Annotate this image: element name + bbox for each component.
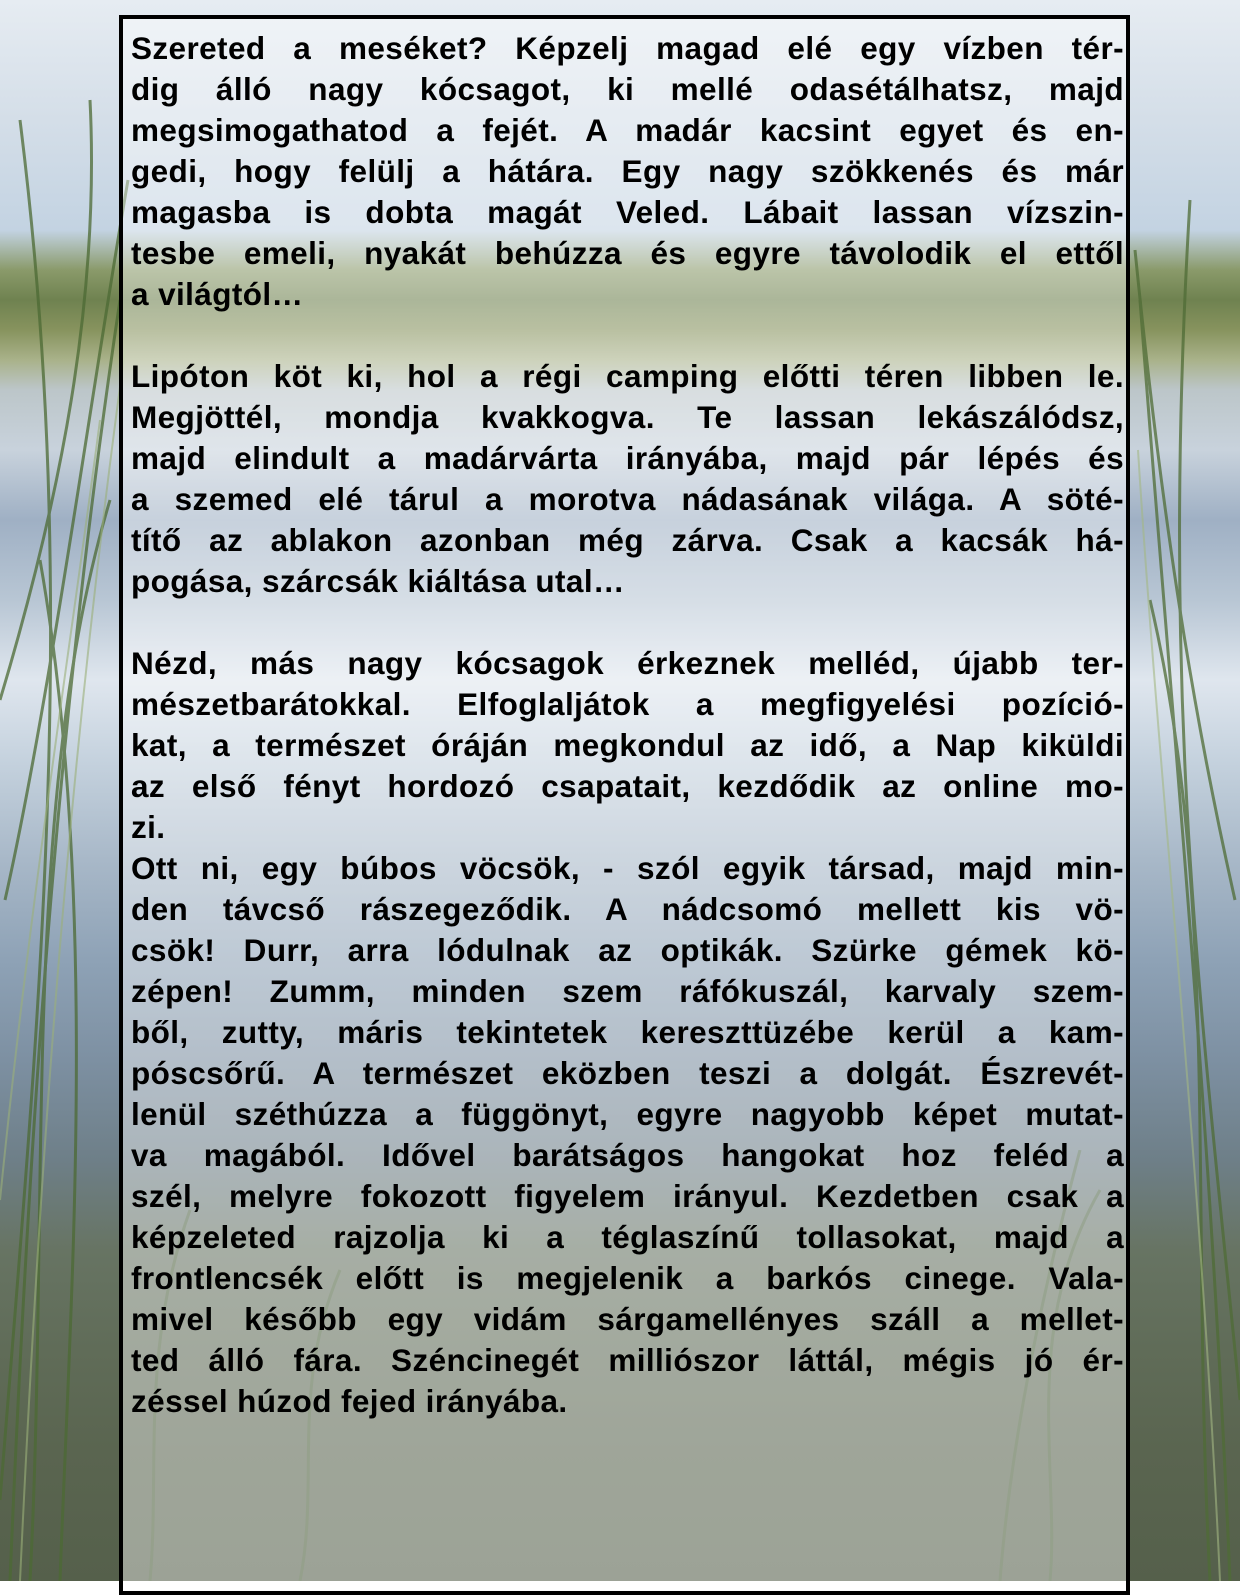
text-line: va magából. Idővel barátságos hangokat hoz feléd a [131,1137,1124,1173]
text-line: frontlencsék előtt is megjelenik a barkós cinege. Vala- [131,1260,1124,1296]
text-line: mivel később egy vidám sárgamellényes száll a mellet- [131,1301,1124,1337]
paragraph-2 [131,356,1124,602]
text-line: lenül széthúzza a függönyt, egyre nagyobb képet mutat- [131,1096,1124,1132]
text-line: csök! Durr, arra lódulnak az optikák. Szürke gémek kö- [131,932,1124,968]
text-line: títő az ablakon azonban még zárva. Csak a kacsák há- [131,522,1124,558]
text-line: den távcső rászegeződik. A nádcsomó mellett kis vö- [131,891,1124,927]
story-text [131,28,1124,1422]
text-line: magasba is dobta magát Veled. Lábait lassan vízszin- [131,194,1124,230]
text-line: pogása, szárcsák kiáltása utal… [131,563,625,599]
text-line: Nézd, más nagy kócsagok érkeznek melléd, újabb ter- [131,645,1124,681]
text-line: Lipóton köt ki, hol a régi camping előtti téren libben le. [131,358,1124,394]
text-line: zépen! Zumm, minden szem ráfókuszál, karvaly szem- [131,973,1124,1009]
text-line: dig álló nagy kócsagot, ki mellé odasétálhatsz, majd [131,71,1124,107]
text-line: Megjöttél, mondja kvakkogva. Te lassan lekászálódsz, [131,399,1124,435]
text-line: zéssel húzod fejed irányába. [131,1383,568,1419]
text-line: az első fényt hordozó csapatait, kezdődik az online mo- [131,768,1124,804]
text-line: mészetbarátokkal. Elfoglaljátok a megfigyelési pozíció- [131,686,1124,722]
text-line: zi. [131,809,166,845]
text-line: Ott ni, egy búbos vöcsök, - szól egyik társad, majd min- [131,850,1124,886]
text-line: majd elindult a madárvárta irányába, majd pár lépés és [131,440,1124,476]
paragraph-1 [131,28,1124,315]
paragraph-3 [131,643,1124,848]
text-line: képzeleted rajzolja ki a téglaszínű tollasokat, majd a [131,1219,1124,1255]
text-line: megsimogathatod a fejét. A madár kacsint egyet és en- [131,112,1124,148]
text-line: szél, melyre fokozott figyelem irányul. Kezdetben csak a [131,1178,1124,1214]
text-line: gedi, hogy felülj a hátára. Egy nagy szökkenés és már [131,153,1124,189]
paragraph-4 [131,848,1124,1422]
text-line: ted álló fára. Széncinegét milliószor láttál, mégis jó ér- [131,1342,1124,1378]
text-line: Szereted a meséket? Képzelj magad elé egy vízben tér- [131,30,1124,66]
text-line: póscsőrű. A természet eközben teszi a dolgát. Észrevét- [131,1055,1124,1091]
text-line: kat, a természet óráján megkondul az idő, a Nap kiküldi [131,727,1124,763]
text-line: a szemed elé tárul a morotva nádasának világa. A söté- [131,481,1124,517]
text-line: a világtól… [131,276,304,312]
text-line: tesbe emeli, nyakát behúzza és egyre távolodik el ettől [131,235,1124,271]
text-line: ből, zutty, máris tekintetek kereszttüzébe kerül a kam- [131,1014,1124,1050]
